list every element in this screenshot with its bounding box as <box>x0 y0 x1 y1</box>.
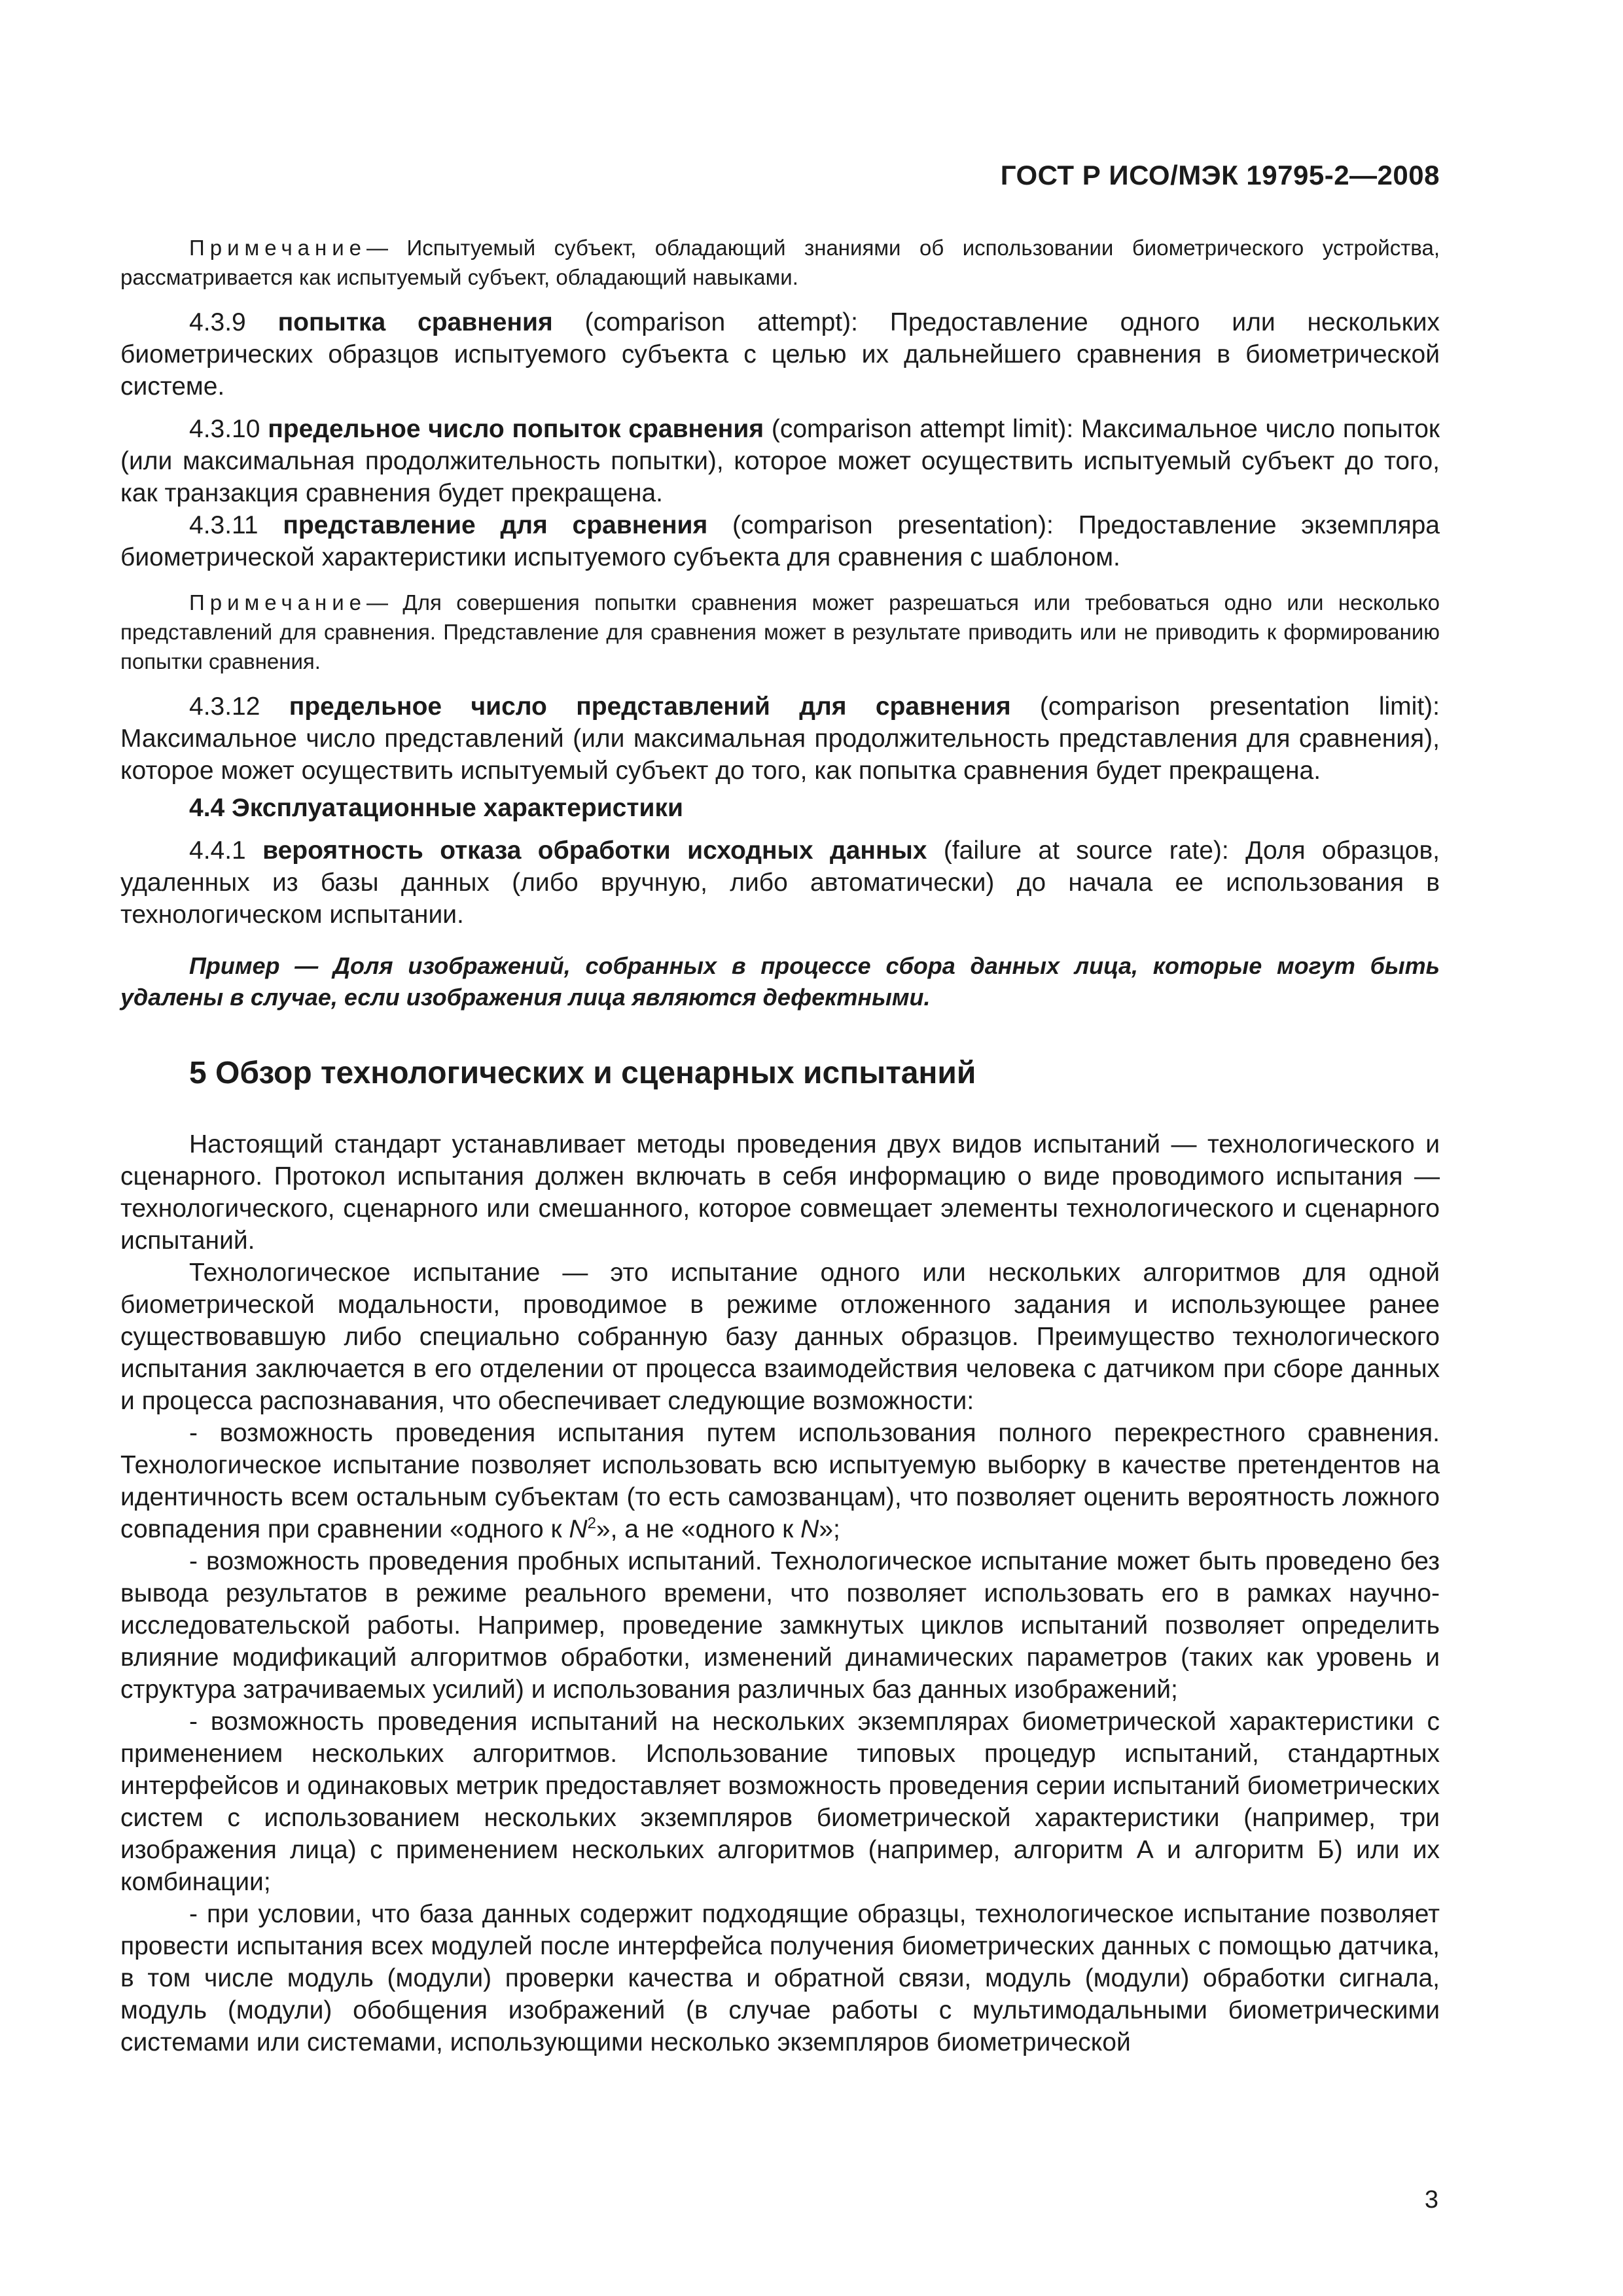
section-heading: 5 Обзор технологических и сценарных испытаний <box>189 1056 976 1090</box>
term-4-3-10 <box>120 413 1440 509</box>
paragraph-text: »; <box>819 1515 840 1543</box>
note-paragraph <box>120 233 1440 292</box>
term-number: 4.3.10 <box>189 415 260 443</box>
body-paragraph: Технологическое испытание — это испытание одного или нескольких алгоритмов для одной биометрической модальности, проводимое в режиме отложенного задания и использующее ранее существовавшую либо специально собранную базу данных образцов. Преимущество технологического испытания заключается в его отделении от процесса взаимодействия человека с датчиком при сборе данных и процесса распознавания, что обеспечивает следующие возможности: <box>120 1259 1440 1415</box>
term-4-3-9 <box>120 306 1440 403</box>
body-paragraph: - при условии, что база данных содержит подходящие образцы, технологическое испытание позволяет провести испытания всех модулей после интерфейса получения биометрических данных с помощью датчика, в том числе модуль (модули) проверки качества и обратной связи, модуль (модули) обработки сигнала, модуль (модули) обобщения изображений (в случае работы с мультимодальными биометрическими системами или системами, использующими несколько экземпляров биометрической <box>120 1900 1440 2056</box>
term-name: представление для сравнения <box>283 511 708 539</box>
term-definition: (failure at source rate): Доля образцов, удаленных из базы данных (либо вручную, либо автоматически) до начала ее использования в технологическом испытании. <box>120 836 1440 929</box>
term-number: 4.3.11 <box>189 511 259 539</box>
term-4-4-1 <box>120 834 1440 931</box>
page-number: 3 <box>1424 2186 1438 2214</box>
note-text: — Испытуемый субъект, обладающий знаниями об использовании биометрического устройства, рассматривается как испытуемый субъект, обладающий навыками. <box>120 236 1440 289</box>
term-4-3-12 <box>120 691 1440 787</box>
example-paragraph: Пример — Доля изображений, собранных в процессе сбора данных лица, которые могут быть удалены в случае, если изображения лица являются дефектными. <box>120 952 1440 1011</box>
term-definition: (comparison presentation limit): Максимальное число представлений (или максимальная продолжительность представления для сравнения), которое может осуществить испытуемый субъект до того, как попытка сравнения будет прекращена. <box>120 692 1440 785</box>
term-definition: (comparison attempt): Предоставление одного или нескольких биометрических образцов испытуемого субъекта с целью их дальнейшего сравнения в биометрической системе. <box>120 308 1440 401</box>
term-definition: (comparison attempt limit): Максимальное число попыток (или максимальная продолжительность попытки), которое может осуществить испытуемый субъект до того, как транзакция сравнения будет прекращена. <box>120 415 1440 507</box>
note-paragraph <box>120 588 1440 676</box>
term-name: предельное число представлений для сравнения <box>289 692 1011 721</box>
term-number: 4.3.12 <box>189 692 260 721</box>
paragraph-text: - возможность проведения испытания путем использования полного перекрестного сравнения. Технологическое испытание позволяет использовать всю испытуемую выборку в качестве претендентов на идентичность всем остальным субъектам (то есть самозванцам), что позволяет оценить вероятность ложного совпадения при сравнении «одного к <box>120 1419 1440 1543</box>
term-name: вероятность отказа обработки исходных данных <box>262 836 927 865</box>
document-code-header: ГОСТ Р ИСО/МЭК 19795-2—2008 <box>1000 160 1440 190</box>
body-paragraph: - возможность проведения испытаний на нескольких экземплярах биометрической характеристики с применением нескольких алгоритмов. Использование типовых процедур испытаний, стандартных интерфейсов и одинаковых метрик предоставляет возможность проведения серии испытаний биометрических систем с использованием нескольких экземпляров биометрической характеристики (например, три изображения лица) с применением нескольких алгоритмов (например, алгоритм А и алгоритм Б) или их комбинации; <box>120 1708 1440 1896</box>
variable-n: N <box>800 1515 819 1543</box>
superscript: 2 <box>587 1515 596 1532</box>
note-label: Примечание <box>189 236 367 260</box>
term-name: предельное число попыток сравнения <box>268 415 764 443</box>
body-paragraph: Настоящий стандарт устанавливает методы проведения двух видов испытаний — технологического и сценарного. Протокол испытания должен включать в себя информацию о виде проводимого испытания — технологического, сценарного или смешанного, которое совмещает элементы технологического и сценарного испытаний. <box>120 1130 1440 1255</box>
term-definition: (comparison presentation): Предоставление экземпляра биометрической характеристики испытуемого субъекта для сравнения с шаблоном. <box>120 511 1440 571</box>
term-number: 4.3.9 <box>189 308 246 336</box>
document-body <box>120 233 1440 2058</box>
note-text: — Для совершения попытки сравнения может разрешаться или требоваться одно или несколько представлений для сравнения. Представление для сравнения может в результате приводить или не приводить к формированию попытки сравнения. <box>120 590 1440 673</box>
term-name: попытка сравнения <box>277 308 553 336</box>
variable-n: N <box>569 1515 588 1543</box>
body-paragraph: - возможность проведения пробных испытаний. Технологическое испытание может быть проведено без вывода результатов в режиме реального времени, что позволяет использовать его в рамках научно-исследовательской работы. Например, проведение замкнутых циклов испытаний позволяет определить влияние модификаций алгоритмов обработки, изменений динамических параметров (таких как уровень и структура затрачиваемых усилий) и использования различных баз данных изображений; <box>120 1547 1440 1704</box>
term-number: 4.4.1 <box>189 836 246 865</box>
note-label: Примечание <box>189 590 367 615</box>
paragraph-text: », а не «одного к <box>596 1515 801 1543</box>
body-paragraph <box>120 1417 1440 1545</box>
subsection-heading: 4.4 Эксплуатационные характеристики <box>189 794 683 822</box>
term-4-3-11 <box>120 509 1440 573</box>
